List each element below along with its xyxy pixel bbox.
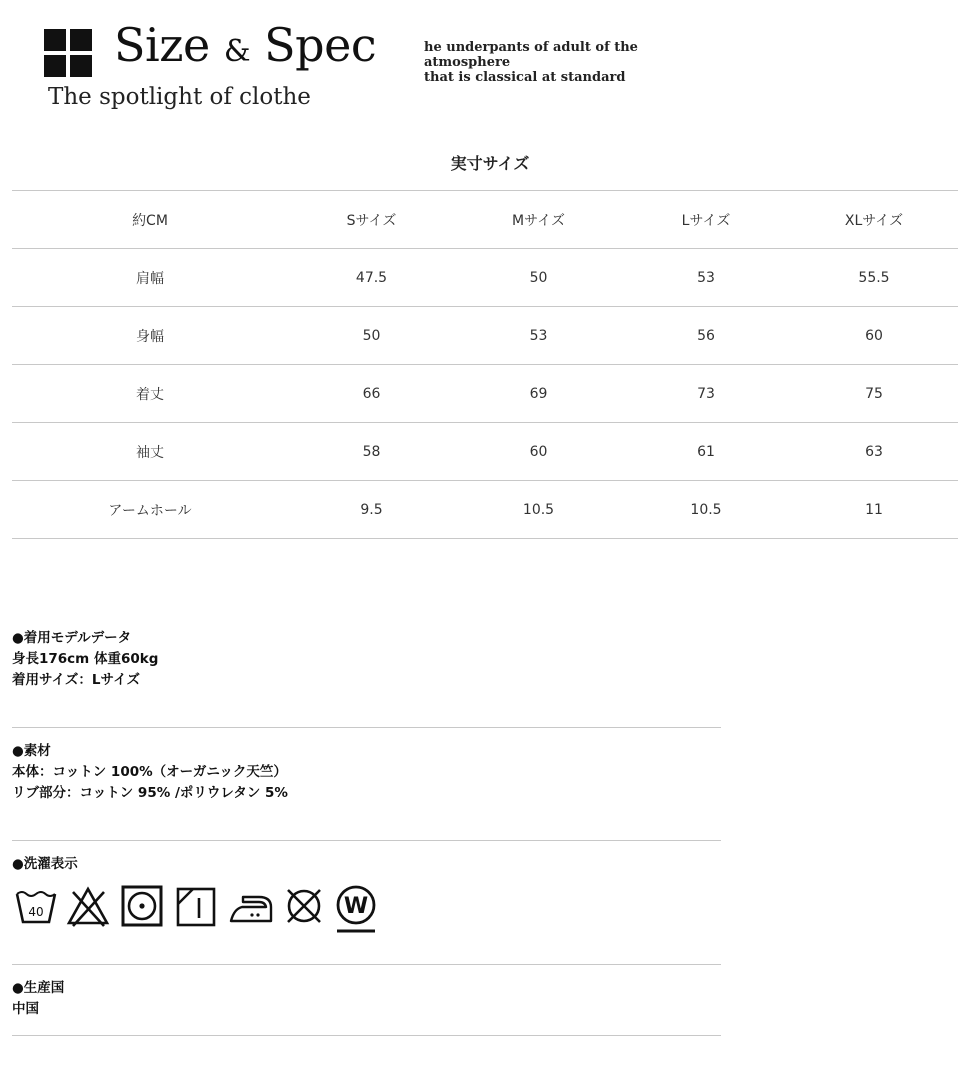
brand-title-end: Spec [264,18,377,72]
tagline-line-1: he underpants of adult of the atmosphere [424,40,638,70]
table-cell: 61 [622,423,790,481]
row-label: アームホール [12,481,288,539]
model-size-worn: 着用サイズ：Lサイズ [12,672,140,688]
material-heading: ●素材 [12,743,51,759]
column-header-s: Sサイズ [288,191,455,249]
iron-low-icon [228,884,274,928]
origin-section [12,978,64,1020]
table-row [12,481,958,539]
table-row [12,365,958,423]
column-header-m: Mサイズ [455,191,622,249]
table-cell: 53 [455,307,622,365]
table-cell: 60 [790,307,958,365]
brand-title [114,18,376,73]
table-cell: 50 [288,307,455,365]
table-cell: 11 [790,481,958,539]
row-label: 肩幅 [12,249,288,307]
table-cell: 75 [790,365,958,423]
table-cell: 10.5 [455,481,622,539]
brand-title-main: Size [114,18,210,72]
wet-clean-icon [334,884,378,936]
column-header-xl: XLサイズ [790,191,958,249]
origin-value: 中国 [12,1001,39,1017]
table-cell: 63 [790,423,958,481]
table-header-row [12,191,958,249]
brand-title-amp: & [223,34,251,69]
table-cell: 58 [288,423,455,481]
divider [12,727,721,728]
table-cell: 47.5 [288,249,455,307]
table-cell: 66 [288,365,455,423]
row-label: 身幅 [12,307,288,365]
no-bleach-icon [66,884,110,928]
tagline-line-2: that is classical at standard [424,70,626,85]
divider [12,1035,721,1036]
row-label: 袖丈 [12,423,288,481]
table-row [12,307,958,365]
brand-logo-icon [44,29,92,77]
table-cell: 55.5 [790,249,958,307]
column-header-l: Lサイズ [622,191,790,249]
table-cell: 53 [622,249,790,307]
table-cell: 9.5 [288,481,455,539]
table-cell: 10.5 [622,481,790,539]
material-rib: リブ部分：コットン 95% /ポリウレタン 5% [12,785,288,801]
table-cell: 60 [455,423,622,481]
divider [12,964,721,965]
material-section [12,741,288,804]
model-heading: ●着用モデルデータ [12,630,132,646]
divider [12,840,721,841]
table-cell: 69 [455,365,622,423]
size-table [12,190,958,539]
tumble-dry-icon [120,884,164,928]
table-cell: 56 [622,307,790,365]
care-heading: ●洗濯表示 [12,856,78,872]
wash-temp-label: 40 [28,905,44,919]
no-dry-clean-icon [282,884,326,928]
table-row [12,249,958,307]
model-data-section [12,628,158,691]
table-cell: 73 [622,365,790,423]
row-label: 着丈 [12,365,288,423]
care-section [12,854,78,875]
size-table-title: 実寸サイズ [450,154,530,173]
material-body: 本体：コットン 100%（オーガニック天竺） [12,764,287,780]
care-icons [14,884,394,936]
wash-tub-40-icon [14,884,58,928]
table-row [12,423,958,481]
wet-clean-letter: W [343,894,369,919]
origin-heading: ●生産国 [12,980,65,996]
column-header-unit: 約CM [12,191,288,249]
table-cell: 50 [455,249,622,307]
line-dry-shade-icon [175,884,219,928]
model-body-stats: 身長176cm 体重60kg [12,651,159,667]
brand-tagline [424,40,724,85]
brand-subtitle: The spotlight of clothe [48,84,311,110]
